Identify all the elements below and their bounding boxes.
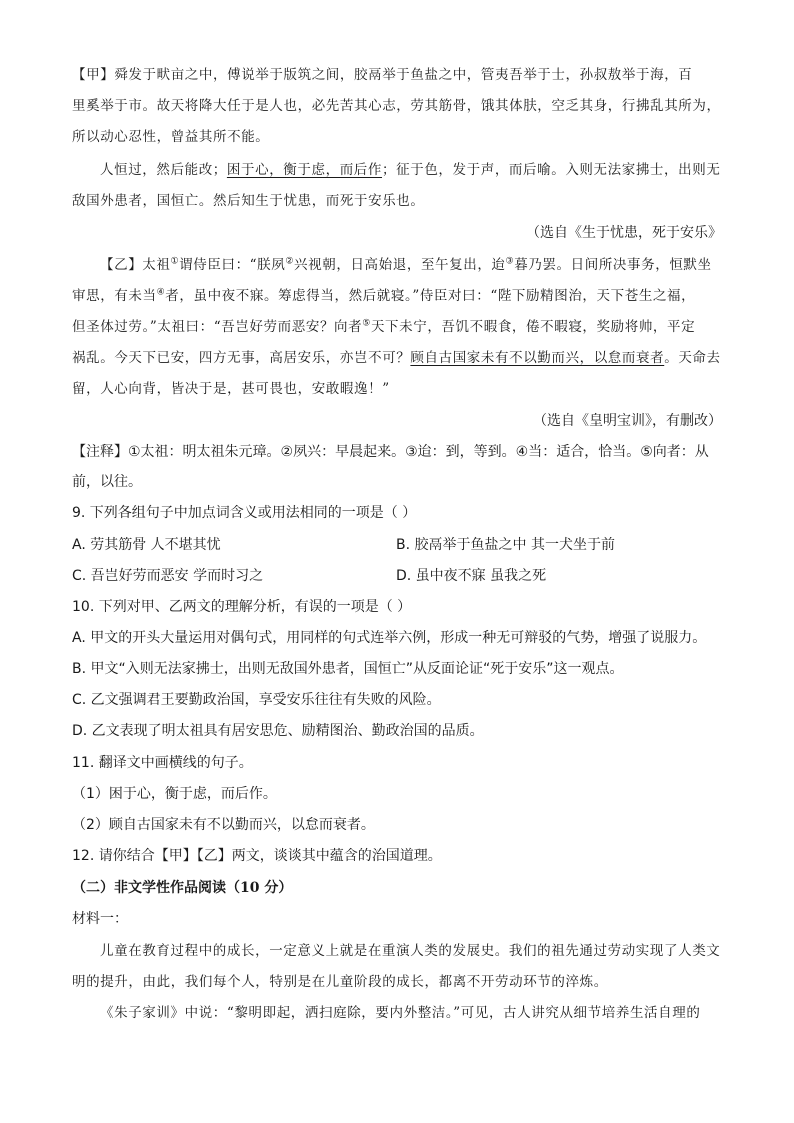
yi-line-5: 留，人心向背，皆决于是，甚可畏也，安敢暇逸！” [72,381,390,397]
yi-l1-c: 兴视朝，日高始退，至午复出，迨 [294,257,506,273]
yi-line-1 [100,250,752,281]
yi-underlined-sentence: 顾自古国家未有不以勤而兴，以怠而衰者 [410,350,665,366]
yi-l3-b: 天下未宁，吾饥不暇食，倦不暇寝，奖励将帅，平定 [370,319,696,335]
question-10-option-a: A. 甲文的开头大量运用对偶句式，用同样的句式连举六例，形成一种无可辩驳的气势，增强了说服力。 [72,630,707,646]
jia-line-1: 【甲】舜发于畎亩之中，傅说举于版筑之间，胶鬲举于鱼盐之中，管夷吾举于士，孙叔敖举于海，百 [72,67,693,83]
material-1-line-1: 儿童在教育过程中的成长，一定意义上就是在重演人类的发展史。我们的祖先通过劳动实现了人类文 [100,943,721,959]
yi-line-4 [72,343,724,374]
jia-paragraph-2-line-2: 敌国外患者，国恒亡。然后知生于忧患，而死于安乐也。 [72,193,425,209]
yi-l4-b: 。天命去 [664,350,721,366]
question-10-option-b: B. 甲文“入则无法家拂士，出则无敌国外患者，国恒亡”从反面论证“死于安乐”这一观点。 [72,661,624,677]
yi-l3-a: 但圣体过劳。”太祖曰：“吾岂好劳而恶安？向者 [72,319,363,335]
yi-l2-a: 审思，有未当 [72,288,157,304]
question-9-option-d: D. 虽中夜不寐 虽我之死 [396,568,547,584]
yi-source: （选自《皇明宝训》，有删改） [533,413,722,429]
notes-line-1: 【注释】①太祖：明太祖朱元璋。②夙兴：早晨起来。③迨：到，等到。④当：适合，恰当。⑤向者：从 [72,444,709,460]
jia-p2-text-a: 人恒过，然后能改； [100,162,227,178]
note-marker-4: ④ [156,287,166,298]
question-11-sentence-2: （2）顾自古国家未有不以勤而兴，以怠而衰者。 [72,817,375,833]
jia-source: （选自《生于忧患，死于安乐》 [526,225,722,241]
note-marker-2: ② [285,256,295,267]
yi-l2-b: 者，虽中夜不寐。筹虑得当，然后就寝。”侍臣对曰：“陛下励精图治，天下苍生之福， [165,288,696,304]
question-9-option-c: C. 吾岂好劳而恶安 学而时习之 [72,568,264,584]
yi-line-3 [72,312,724,343]
question-11-stem: 11. 翻译文中画横线的句子。 [72,755,253,771]
note-marker-3: ③ [505,256,515,267]
yi-l1-b: 谓侍臣曰：“朕夙 [179,257,286,273]
question-10-stem: 10. 下列对甲、乙两文的理解分析，有误的一项是（ ） [72,599,412,615]
section-2-heading: （二）非文学性作品阅读（10 分） [72,880,293,896]
jia-underlined-sentence: 困于心，衡于虑，而后作 [226,162,383,178]
yi-l1-a: 【乙】太祖 [100,257,171,273]
notes-line-2: 前，以往。 [72,474,142,490]
question-12-stem: 12. 请你结合【甲】【乙】两文，谈谈其中蕴含的治国道理。 [72,848,442,864]
question-10-option-c: C. 乙文强调君王要勤政治国，享受安乐往往有失败的风险。 [72,692,441,708]
material-1-label: 材料一： [72,911,128,927]
question-9-option-b: B. 胶鬲举于鱼盐之中 其一犬坐于前 [396,537,615,553]
jia-paragraph-2-line-1 [100,155,752,186]
question-9-stem: 9. 下列各组句子中加点词含义或用法相同的一项是（ ） [72,505,417,521]
note-marker-5: ⑤ [362,318,371,329]
yi-l4-a: 祸乱。今天下已安，四方无事，高居安乐，亦岂不可？ [72,350,411,366]
question-9-option-a: A. 劳其筋骨 人不堪其忧 [72,537,221,553]
jia-line-2: 里奚举于市。故天将降大任于是人也，必先苦其心志，劳其筋骨，饿其体肤，空乏其身，行拂乱其所为， [72,98,721,114]
note-marker-1: ① [170,256,180,267]
material-1-line-2: 明的提升，由此，我们每个人，特别是在儿童阶段的成长，都离不开劳动环节的淬炼。 [72,974,608,990]
jia-p2-text-b: ；征于色，发于声，而后喻。入则无法家拂士，出则无 [382,162,721,178]
yi-l1-d: 暮乃罢。日间所决事务，恒默坐 [514,257,712,273]
material-1-line-3: 《朱子家训》中说：“黎明即起，洒扫庭除，要内外整洁。”可见，古人讲究从细节培养生活自理的 [100,1005,701,1021]
jia-line-3: 所以动心忍性，曾益其所不能。 [72,129,270,145]
question-11-sentence-1: （1）困于心，衡于虑，而后作。 [72,786,277,802]
yi-line-2 [72,281,724,312]
question-10-option-d: D. 乙文表现了明太祖具有居安思危、励精图治、勤政治国的品质。 [72,723,484,739]
